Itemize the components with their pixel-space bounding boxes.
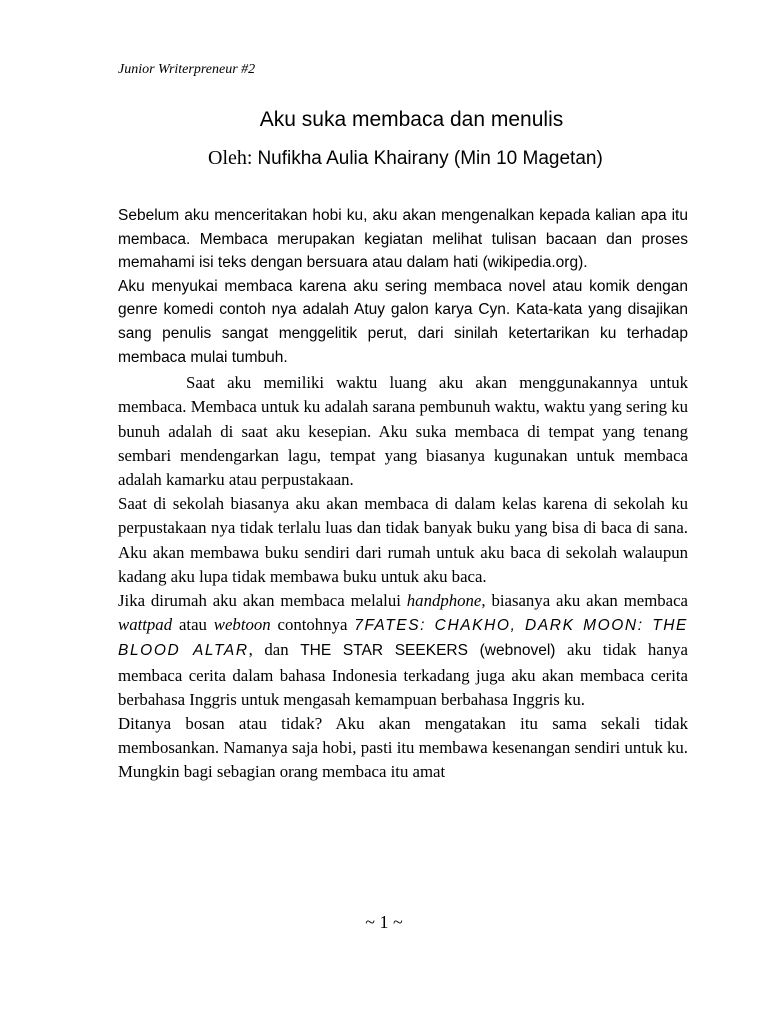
article-body — [118, 204, 688, 785]
text-span: , dan — [248, 640, 301, 660]
author-name: Nufikha Aulia Khairany (Min 10 Magetan) — [257, 148, 603, 169]
paragraph-home-reading — [118, 589, 688, 712]
byline-lead: Oleh: — [208, 147, 253, 169]
text-span: , biasanya aku akan membaca — [481, 590, 688, 610]
emphasis-webtoon: webtoon — [213, 615, 271, 635]
byline — [208, 147, 603, 170]
page-number: ~ 1 ~ — [365, 912, 403, 932]
text-span: Jika dirumah aku akan membaca melalui — [118, 590, 407, 610]
story-section — [118, 371, 688, 784]
title-7fates: 7FATES: CHAKHO, DARK MOON: THE BLOOD ALTAR — [118, 617, 688, 660]
emphasis-handphone: handphone — [406, 590, 482, 610]
intro-section — [118, 204, 688, 369]
article-title: Aku suka membaca dan menulis — [259, 108, 564, 131]
emphasis-wattpad: wattpad — [118, 615, 173, 635]
text-span: contohnya — [270, 615, 355, 635]
paragraph-not-boring: Ditanya bosan atau tidak? Aku akan mengatakan itu sama sekali tidak membosankan. Namanya saja hobi, pasti itu membawa kesenangan sendiri untuk ku. Mungkin bagi sebagian orang membaca itu amat — [118, 714, 688, 782]
text-span: aku tidak hanya membaca cerita dalam bahasa Indonesia terkadang juga aku akan membaca cerita berbahasa Inggris untuk mengasah kemampuan berbahasa Inggris ku. — [118, 640, 688, 709]
paragraph-definition: Sebelum aku menceritakan hobi ku, aku akan mengenalkan kepada kalian apa itu membaca. Membaca merupakan kegiatan melihat tulisan bacaan dan proses memahami isi teks dengan bersuara atau dalam hati (wikipedia.org). — [118, 207, 688, 272]
paragraph-reasons: Aku menyukai membaca karena aku sering membaca novel atau komik dengan genre komedi contoh nya adalah Atuy galon karya Cyn. Kata-kata yang disajikan sang penulis sangat menggelitik perut, dari sinilah ketertarikan ku terhadap membaca mulai tumbuh. — [118, 277, 688, 366]
title-star-seekers: THE STAR SEEKERS (webnovel) — [300, 642, 556, 660]
paragraph-school: Saat di sekolah biasanya aku akan membaca di dalam kelas karena di sekolah ku perpustakaan nya tidak terlalu luas dan tidak banyak buku yang bisa di baca di sana. Aku akan membawa buku sendiri dari rumah untuk aku baca di sekolah walaupun kadang aku lupa tidak membawa buku untuk aku baca. — [118, 494, 688, 586]
text-span: atau — [172, 615, 214, 635]
series-header: Junior Writerpreneur #2 — [118, 62, 256, 77]
paragraph-free-time: Saat aku memiliki waktu luang aku akan menggunakannya untuk membaca. Membaca untuk ku adalah sarana pembunuh waktu, waktu yang sering ku bunuh adalah di saat aku kesepian. Aku suka membaca di tempat yang tenang sembari mendengarkan lagu, tempat yang biasanya kugunakan untuk membaca adalah kamarku atau perpustakaan. — [118, 373, 688, 489]
